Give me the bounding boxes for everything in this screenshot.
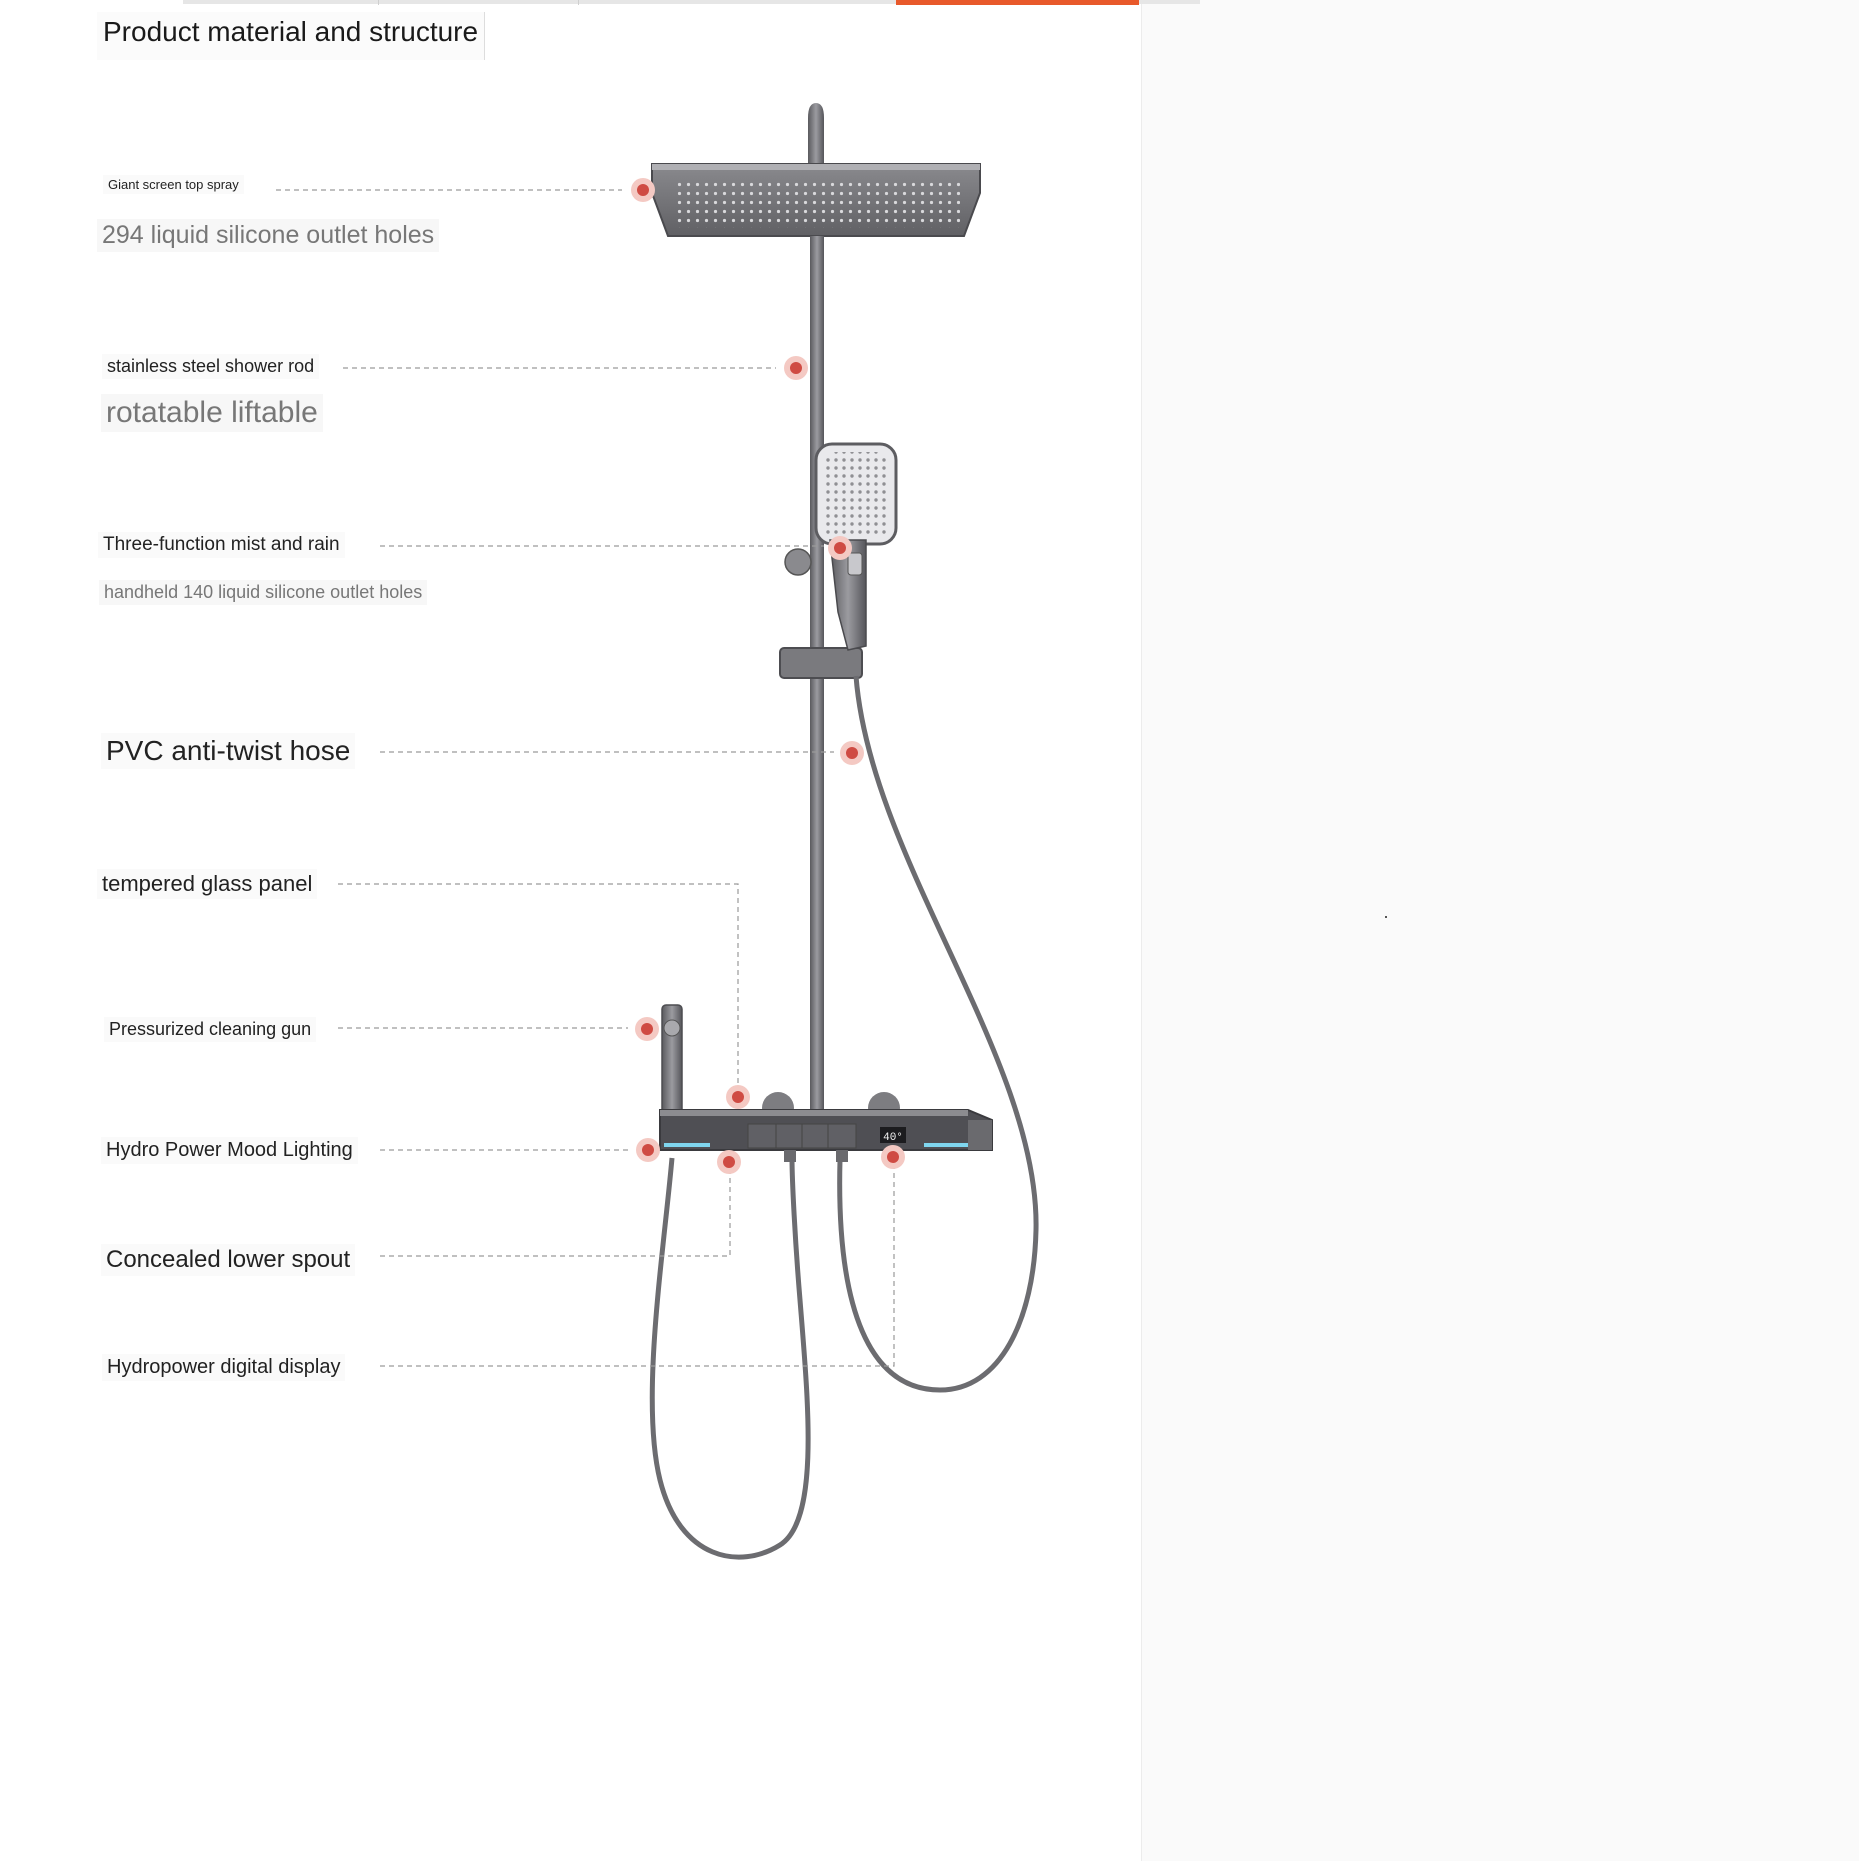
right-blank-panel [1141,0,1859,1861]
digital-display-label: Hydropower digital display [102,1354,345,1381]
mood-light-left [664,1143,710,1147]
mood-lighting-label: Hydro Power Mood Lighting [101,1137,358,1164]
page-title: Product material and structure [97,12,485,60]
shower-rod-label: stainless steel shower rod [102,354,319,379]
slide-bracket [780,648,862,678]
temperature-reading: 40° [883,1132,903,1144]
mood-light-right [924,1143,970,1147]
handheld-sub: handheld 140 liquid silicone outlet holes [99,580,427,605]
cleaning-gun-label: Pressurized cleaning gun [104,1017,316,1042]
shower-rod-sub: rotatable liftable [101,394,323,432]
shower-arm [808,103,824,165]
top-shower-head [652,164,980,236]
stray-dot [1385,916,1387,918]
top-spray-label: Giant screen top spray [103,175,244,194]
top-spray-sub: 294 liquid silicone outlet holes [97,219,439,252]
handheld-label: Three-function mist and rain [98,532,345,558]
lower-spout-label: Concealed lower spout [101,1244,355,1276]
handheld-shower [816,444,896,650]
cleaning-gun [662,1005,682,1117]
hose-label: PVC anti-twist hose [101,733,355,769]
glass-panel-label: tempered glass panel [97,869,317,899]
hose-handheld [840,676,1036,1390]
control-body [660,1092,992,1162]
